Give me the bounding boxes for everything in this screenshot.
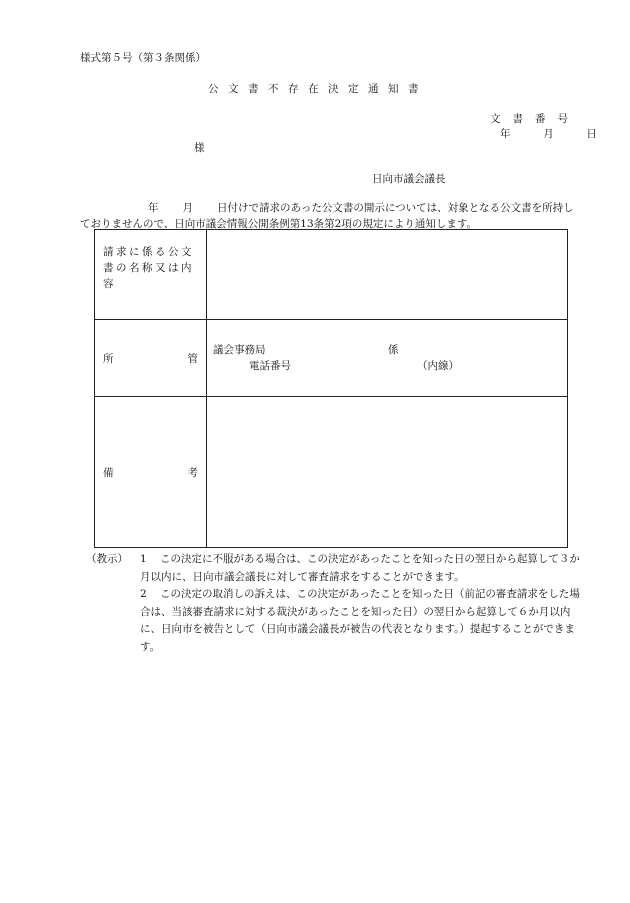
date-year-label: 年: [500, 128, 511, 140]
notice-item-number: 1: [140, 553, 147, 565]
request-label: 請求に係る公文書の名称又は内容: [95, 230, 207, 320]
body-text: 日付けで請求のあった公文書の開示については、対象となる公文書を所持しておりませんので、日向市議会情報公開条例第13条第2項の規定により通知します。: [80, 202, 574, 230]
remarks-value-field[interactable]: [207, 397, 568, 548]
jurisdiction-row: [95, 320, 568, 397]
notice-heading: （教示）: [86, 553, 128, 565]
department-name: 議会事務局: [213, 344, 266, 356]
request-value-field[interactable]: [207, 230, 568, 320]
issuer-name: 日向市議会議長: [372, 173, 446, 185]
body-month-label: 月: [182, 202, 193, 214]
remarks-label: [95, 397, 207, 548]
phone-label: 電話番号: [249, 360, 291, 372]
remarks-row: [95, 397, 568, 548]
document-title: 公文書不存在決定通知書: [208, 83, 428, 95]
notice-item-text: この決定の取消しの訴えは、この決定があったことを知った日（前記の審査請求をした場合は、当該審査請求に対する裁決があったことを知った日）の翌日から起算して６か月以内に、日向市を被告として（日向市議会議長が被告の代表となります。）提起することができます。: [140, 588, 580, 653]
jurisdiction-label-part2: 管: [187, 352, 198, 365]
remarks-label-part2: 考: [187, 466, 198, 479]
info-table: [94, 229, 568, 548]
jurisdiction-label: [95, 320, 207, 397]
notice-item-text: この決定に不服がある場合は、この決定があったことを知った日の翌日から起算して３か月以内に、日向市議会議長に対して審査請求をすることができます。: [140, 553, 580, 583]
jurisdiction-label-part1: 所: [103, 352, 114, 365]
date-month-label: 月: [543, 128, 554, 140]
remarks-label-part1: 備: [103, 466, 114, 479]
issue-date: [500, 126, 597, 141]
body-year-label: 年: [148, 202, 159, 214]
document-number-label: 文書番号: [490, 113, 580, 125]
notice-item: [140, 586, 580, 656]
date-day-label: 日: [586, 128, 597, 140]
extension-label: （内線）: [417, 360, 459, 372]
form-number: 様式第５号（第３条関係）: [80, 52, 206, 64]
addressee-suffix: 様: [194, 142, 205, 154]
notice-item: [140, 551, 580, 586]
notification-body: [80, 200, 582, 232]
request-row: [95, 230, 568, 320]
jurisdiction-value: [207, 320, 568, 397]
section-suffix: 係: [388, 344, 399, 356]
notice-item-number: 2: [140, 588, 147, 600]
